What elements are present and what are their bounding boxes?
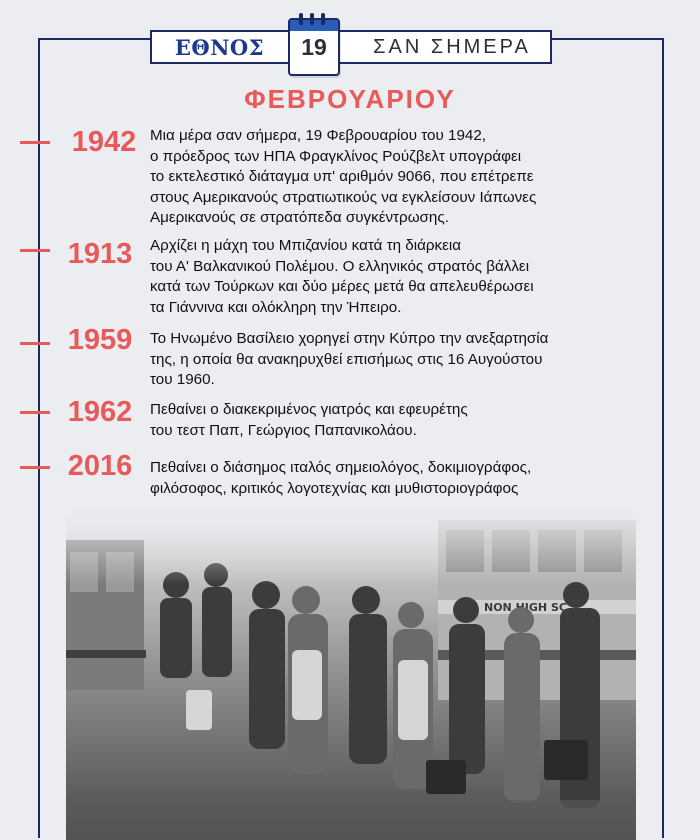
- timeline-tick: [20, 141, 50, 144]
- timeline-tick: [20, 466, 50, 469]
- calendar-top-bar: [290, 20, 338, 31]
- event-description: Πεθαίνει ο διάσημος ιταλός σημειολόγος, δοκιμιογράφος, φιλόσοφος, κριτικός λογοτεχνίας και μυθιστοριογράφος: [150, 459, 532, 497]
- timeline-tick: [20, 411, 50, 414]
- event-description: Αρχίζει η μάχη του Μπιζανίου κατά τη διάρκεια του Α' Βαλκανικού Πολέμου. Ο ελληνικός στρατός βάλλει κατά των Τούρκων και δύο μέρες μετά θα απελευθέρωσει τα Γιάννινα και ολόκληρη την Ήπειρο.: [150, 237, 534, 316]
- calendar-ring: [299, 13, 303, 25]
- event-year: 1959: [67, 324, 133, 356]
- event-description: Το Ηνωμένο Βασίλειο χορηγεί στην Κύπρο την ανεξαρτησία της, η οποία θα ανακηρυχθεί επισήμως στις 16 Αυγούστου του 1960.: [150, 330, 549, 388]
- event-year: 1913: [67, 238, 133, 270]
- header-banner: [150, 30, 552, 64]
- timeline-tick: [20, 249, 50, 252]
- event-description: Μια μέρα σαν σήμερα, 19 Φεβρουαρίου του 1942, ο πρόεδρος των ΗΠΑ Φραγκλίνος Ρούζβελτ υπογράφει το εκτελεστικό διάταγμα υπ' αριθμόν 9066, που επέτρεπε στους Αμερικανούς στρατιωτικούς να εγκλείσουν Ιάπωνες Αμερικανούς σε στρατόπεδα συγκέντρωσης.: [150, 127, 537, 226]
- header-title: ΣΑΝ ΣΗΜΕΡΑ: [373, 35, 531, 58]
- calendar-day: 19: [301, 34, 327, 60]
- event-description: Πεθαίνει ο διακεκριμένος γιατρός και εφευρέτης του τεστ Παπ, Γεώργιος Παπανικολάου.: [150, 401, 468, 439]
- historical-photo: [66, 500, 636, 840]
- calendar-icon: [288, 18, 340, 76]
- event-year: 1962: [67, 396, 133, 428]
- calendar-ring: [310, 13, 314, 25]
- calendar-ring: [321, 13, 325, 25]
- event-year: 1942: [71, 126, 137, 158]
- brand-logo: ΕΘΝΟΣ: [174, 34, 265, 60]
- month-title: ΦΕΒΡΟΥΑΡΙΟΥ: [244, 84, 456, 114]
- event-year: 2016: [67, 450, 133, 482]
- timeline-tick: [20, 342, 50, 345]
